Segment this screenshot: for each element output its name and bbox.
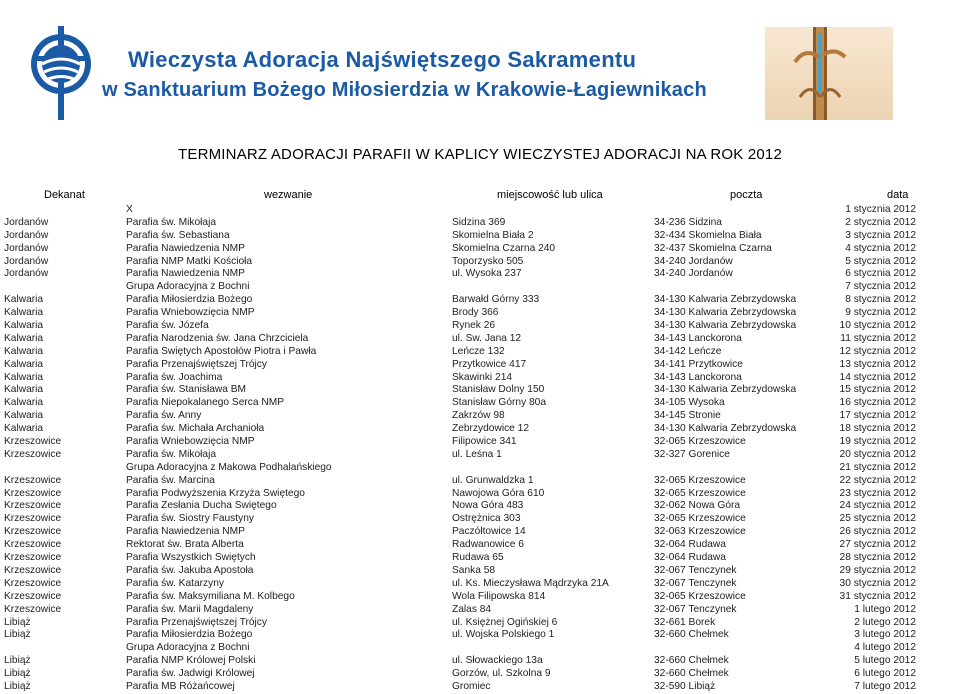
- cell-miejscowosc: Zebrzydowice 12: [452, 423, 530, 435]
- cell-wezwanie: Parafia św. Katarzyny: [126, 577, 224, 589]
- cell-data: 20 stycznia 2012: [839, 448, 916, 460]
- cell-data: 26 stycznia 2012: [839, 526, 916, 538]
- cell-miejscowosc: Skawinki 214: [452, 371, 513, 383]
- cell-dekanat: Krzeszowice: [4, 539, 62, 551]
- cell-data: 12 stycznia 2012: [839, 345, 916, 357]
- cell-wezwanie: Parafia św. Mikołaja: [126, 216, 217, 228]
- cell-data: 2 stycznia 2012: [845, 216, 916, 228]
- table-row: [0, 603, 960, 616]
- cell-wezwanie: Parafia św. Sebastiana: [126, 229, 230, 241]
- cell-poczta: 32-660 Chełmek: [654, 655, 729, 667]
- cell-wezwanie: Parafia Nawiedzenia NMP: [126, 526, 245, 538]
- cell-wezwanie: Parafia św. Siostry Faustyny: [126, 513, 254, 525]
- cell-poczta: 32-067 Tenczynek: [654, 564, 737, 576]
- cell-data: 9 stycznia 2012: [845, 307, 916, 319]
- table-row: [0, 487, 960, 500]
- cell-poczta: 34-240 Jordanów: [654, 255, 733, 267]
- cell-wezwanie: Parafia Nawiedzenia NMP: [126, 268, 245, 280]
- cell-dekanat: Krzeszowice: [4, 474, 62, 486]
- cell-wezwanie: Parafia św. Stanisława BM: [126, 384, 247, 396]
- cell-miejscowosc: Sidzina 369: [452, 216, 506, 228]
- cell-miejscowosc: Skomielna Czarna 240: [452, 242, 556, 254]
- cell-miejscowosc: Wola Filipowska 814: [452, 590, 546, 602]
- cell-dekanat: Krzeszowice: [4, 487, 62, 499]
- cell-data: 2 lutego 2012: [854, 616, 916, 628]
- table-row: [0, 216, 960, 229]
- cell-wezwanie: Parafia Nawiedzenia NMP: [126, 242, 245, 254]
- cell-data: 11 stycznia 2012: [840, 332, 916, 344]
- table-header: [0, 189, 960, 203]
- cell-miejscowosc: Filipowice 341: [452, 436, 517, 448]
- cell-poczta: 34-236 Sidzina: [654, 216, 722, 228]
- cell-dekanat: Jordanów: [4, 268, 49, 280]
- cell-wezwanie: Parafia Miłosierdzia Bożego: [126, 629, 253, 641]
- cell-wezwanie: Parafia Przenajświętszej Trójcy: [126, 616, 267, 628]
- table-row: [0, 538, 960, 551]
- cell-miejscowosc: Barwałd Górny 333: [452, 294, 540, 306]
- cell-data: 28 stycznia 2012: [839, 552, 916, 564]
- schedule-table: [0, 203, 960, 693]
- cell-miejscowosc: Zakrzów 98: [452, 410, 505, 422]
- table-row: [0, 461, 960, 474]
- cell-wezwanie: Parafia Zesłania Ducha Świętego: [126, 500, 277, 512]
- table-row: [0, 641, 960, 654]
- table-row: [0, 229, 960, 242]
- cell-poczta: 32-327 Gorenice: [654, 448, 730, 460]
- cell-dekanat: Jordanów: [4, 216, 49, 228]
- cell-wezwanie: Parafia św. Anny: [126, 410, 202, 422]
- cell-wezwanie: Parafia Miłosierdzia Bożego: [126, 294, 253, 306]
- table-row: [0, 383, 960, 396]
- table-row: [0, 448, 960, 461]
- cell-data: 14 stycznia 2012: [839, 371, 916, 383]
- table-row: [0, 203, 960, 216]
- cell-dekanat: Jordanów: [4, 242, 49, 254]
- table-row: [0, 590, 960, 603]
- cell-dekanat: Kalwaria: [4, 397, 44, 409]
- cell-dekanat: Kalwaria: [4, 345, 44, 357]
- cell-wezwanie: Parafia św. Jadwigi Królowej: [126, 668, 255, 680]
- cell-data: 27 stycznia 2012: [839, 539, 916, 551]
- cell-wezwanie: Grupa Adoracyjna z Makowa Podhalańskiego: [126, 461, 332, 473]
- adoration-logo-icon: [22, 24, 100, 122]
- cell-data: 25 stycznia 2012: [839, 513, 916, 525]
- table-row: [0, 654, 960, 667]
- cell-wezwanie: Parafia Świętych Apostołów Piotra i Pawła: [126, 345, 317, 357]
- cell-wezwanie: Parafia św. Józefa: [126, 320, 209, 332]
- cell-dekanat: Libiąż: [4, 629, 31, 641]
- cell-data: 19 stycznia 2012: [839, 436, 916, 448]
- cell-data: 24 stycznia 2012: [839, 500, 916, 512]
- cell-dekanat: Krzeszowice: [4, 513, 62, 525]
- cell-miejscowosc: Leńcze 132: [452, 345, 505, 357]
- table-row: [0, 667, 960, 680]
- cell-data: 29 stycznia 2012: [839, 564, 916, 576]
- cell-dekanat: Krzeszowice: [4, 436, 62, 448]
- cell-wezwanie: Parafia św. Maksymiliana M. Kolbego: [126, 590, 295, 602]
- cell-data: 5 lutego 2012: [854, 655, 916, 667]
- cell-data: 21 stycznia 2012: [839, 461, 916, 473]
- cell-poczta: 34-130 Kalwaria Zebrzydowska: [654, 320, 797, 332]
- cell-poczta: 32-067 Tenczynek: [654, 577, 737, 589]
- cell-wezwanie: Parafia Wniebowzięcia NMP: [126, 436, 255, 448]
- table-row: [0, 628, 960, 641]
- monstrance-photo: [765, 27, 893, 120]
- cell-dekanat: Kalwaria: [4, 384, 44, 396]
- cell-wezwanie: Parafia św. Marii Magdaleny: [126, 603, 254, 615]
- cell-dekanat: Kalwaria: [4, 358, 44, 370]
- page-title: TERMINARZ ADORACJI PARAFII W KAPLICY WIECZYSTEJ ADORACJI NA ROK 2012: [178, 146, 782, 163]
- cell-poczta: 32-660 Chełmek: [654, 629, 729, 641]
- cell-wezwanie: Parafia Niepokalanego Serca NMP: [126, 397, 284, 409]
- cell-miejscowosc: ul. Leśna 1: [452, 448, 502, 460]
- cell-data: 7 stycznia 2012: [845, 281, 916, 293]
- header-banner: [0, 0, 960, 135]
- table-row: [0, 577, 960, 590]
- cell-poczta: 32-660 Chełmek: [654, 668, 729, 680]
- cell-dekanat: Kalwaria: [4, 294, 44, 306]
- table-row: [0, 564, 960, 577]
- table-row: [0, 358, 960, 371]
- cell-dekanat: Krzeszowice: [4, 590, 62, 602]
- cell-dekanat: Kalwaria: [4, 371, 44, 383]
- cell-dekanat: Kalwaria: [4, 410, 44, 422]
- cell-poczta: 34-141 Przytkowice: [654, 358, 743, 370]
- cell-miejscowosc: Nawojowa Góra 610: [452, 487, 545, 499]
- cell-wezwanie: Parafia Wniebowzięcia NMP: [126, 307, 255, 319]
- cell-wezwanie: Parafia MB Różańcowej: [126, 680, 235, 692]
- cell-dekanat: Krzeszowice: [4, 526, 62, 538]
- cell-poczta: 32-065 Krzeszowice: [654, 487, 746, 499]
- cell-poczta: 32-067 Tenczynek: [654, 603, 737, 615]
- cell-dekanat: Krzeszowice: [4, 500, 62, 512]
- cell-data: 6 stycznia 2012: [845, 268, 916, 280]
- cell-miejscowosc: ul. Księżnej Ogińskiej 6: [452, 616, 558, 628]
- cell-miejscowosc: ul. Wojska Polskiego 1: [452, 629, 555, 641]
- cell-poczta: 34-130 Kalwaria Zebrzydowska: [654, 294, 797, 306]
- column-header-dekanat: Dekanat: [44, 189, 85, 201]
- cell-poczta: 32-590 Libiąż: [654, 680, 716, 692]
- column-header-miejscowosc: miejscowość lub ulica: [497, 189, 603, 201]
- cell-wezwanie: Grupa Adoracyjna z Bochni: [126, 642, 250, 654]
- cell-miejscowosc: ul. Ks. Mieczysława Mądrzyka 21A: [452, 577, 609, 589]
- cell-data: 3 stycznia 2012: [845, 229, 916, 241]
- cell-miejscowosc: ul. Słowackiego 13a: [452, 655, 543, 667]
- cell-poczta: 34-145 Stronie: [654, 410, 721, 422]
- cell-data: 30 stycznia 2012: [839, 577, 916, 589]
- cell-miejscowosc: Gorzów, ul. Szkolna 9: [452, 668, 551, 680]
- table-row: [0, 422, 960, 435]
- table-row: [0, 242, 960, 255]
- cell-dekanat: Libiąż: [4, 616, 31, 628]
- table-row: [0, 267, 960, 280]
- cell-data: 15 stycznia 2012: [839, 384, 916, 396]
- cell-data: 23 stycznia 2012: [839, 487, 916, 499]
- cell-poczta: 34-142 Leńcze: [654, 345, 722, 357]
- cell-dekanat: Krzeszowice: [4, 448, 62, 460]
- cell-poczta: 32-434 Skomielna Biała: [654, 229, 762, 241]
- cell-miejscowosc: ul. Św. Jana 12: [452, 332, 522, 344]
- cell-dekanat: Libiąż: [4, 680, 31, 692]
- cell-wezwanie: Parafia Podwyższenia Krzyża Świętego: [126, 487, 305, 499]
- cell-miejscowosc: Rynek 26: [452, 320, 496, 332]
- table-row: [0, 280, 960, 293]
- cell-miejscowosc: ul. Wysoka 237: [452, 268, 522, 280]
- cell-data: 1 stycznia 2012: [845, 204, 916, 215]
- cell-dekanat: Krzeszowice: [4, 564, 62, 576]
- cell-data: 18 stycznia 2012: [839, 423, 916, 435]
- banner-title: Wieczysta Adoracja Najświętszego Sakramentu: [128, 47, 637, 72]
- cell-data: 16 stycznia 2012: [839, 397, 916, 409]
- table-row: [0, 396, 960, 409]
- cell-poczta: 34-130 Kalwaria Zebrzydowska: [654, 384, 797, 396]
- cell-miejscowosc: Brody 366: [452, 307, 499, 319]
- cell-poczta: 32-062 Nowa Góra: [654, 500, 741, 512]
- cell-poczta: 32-064 Rudawa: [654, 539, 726, 551]
- cell-data: 31 stycznia 2012: [839, 590, 916, 602]
- cell-dekanat: Libiąż: [4, 655, 31, 667]
- column-header-poczta: poczta: [730, 189, 763, 201]
- cell-data: 4 lutego 2012: [854, 642, 916, 654]
- cell-data: 17 stycznia 2012: [839, 410, 916, 422]
- cell-data: 7 lutego 2012: [854, 680, 916, 692]
- table-row: [0, 332, 960, 345]
- cell-miejscowosc: ul. Grunwaldzka 1: [452, 474, 534, 486]
- table-row: [0, 371, 960, 384]
- cell-miejscowosc: Toporzysko 505: [452, 255, 524, 267]
- cell-data: 8 stycznia 2012: [845, 294, 916, 306]
- cell-wezwanie: Parafia św. Jakuba Apostoła: [126, 564, 254, 576]
- cell-poczta: 34-130 Kalwaria Zebrzydowska: [654, 307, 797, 319]
- cell-miejscowosc: Gromiec: [452, 680, 491, 692]
- table-row: [0, 435, 960, 448]
- cell-poczta: 34-240 Jordanów: [654, 268, 733, 280]
- table-row: [0, 306, 960, 319]
- cell-dekanat: Kalwaria: [4, 320, 44, 332]
- cell-wezwanie: X: [126, 204, 133, 215]
- cell-miejscowosc: Skomielna Biała 2: [452, 229, 534, 241]
- table-row: [0, 409, 960, 422]
- cell-data: 1 lutego 2012: [854, 603, 916, 615]
- cell-poczta: 32-065 Krzeszowice: [654, 436, 746, 448]
- cell-data: 4 stycznia 2012: [845, 242, 916, 254]
- cell-data: 22 stycznia 2012: [839, 474, 916, 486]
- cell-poczta: 32-065 Krzeszowice: [654, 474, 746, 486]
- cell-poczta: 34-130 Kalwaria Zebrzydowska: [654, 423, 797, 435]
- table-row: [0, 680, 960, 693]
- cell-poczta: 32-063 Krzeszowice: [654, 526, 746, 538]
- cell-poczta: 32-064 Rudawa: [654, 552, 726, 564]
- table-row: [0, 499, 960, 512]
- cell-miejscowosc: Przytkowice 417: [452, 358, 527, 370]
- cell-data: 3 lutego 2012: [854, 629, 916, 641]
- cell-dekanat: Jordanów: [4, 255, 49, 267]
- cell-wezwanie: Parafia Przenajświętszej Trójcy: [126, 358, 267, 370]
- cell-poczta: 34-143 Lanckorona: [654, 332, 742, 344]
- table-row: [0, 616, 960, 629]
- table-row: [0, 512, 960, 525]
- cell-wezwanie: Parafia św. Joachima: [126, 371, 223, 383]
- cell-dekanat: Kalwaria: [4, 332, 44, 344]
- cell-miejscowosc: Paczółtowice 14: [452, 526, 526, 538]
- cell-wezwanie: Parafia Narodzenia św. Jana Chrzciciela: [126, 332, 309, 344]
- table-row: [0, 293, 960, 306]
- cell-wezwanie: Parafia Wszystkich Świętych: [126, 552, 256, 564]
- cell-dekanat: Kalwaria: [4, 423, 44, 435]
- cell-poczta: 32-437 Skomielna Czarna: [654, 242, 772, 254]
- cell-wezwanie: Parafia św. Marcina: [126, 474, 215, 486]
- cell-poczta: 34-143 Lanckorona: [654, 371, 742, 383]
- table-row: [0, 474, 960, 487]
- cell-wezwanie: Parafia św. Michała Archanioła: [126, 423, 265, 435]
- cell-miejscowosc: Stanisław Górny 80a: [452, 397, 547, 409]
- table-row: [0, 255, 960, 268]
- table-row: [0, 319, 960, 332]
- banner-subtitle: w Sanktuarium Bożego Miłosierdzia w Krakowie-Łagiewnikach: [102, 79, 707, 101]
- cell-dekanat: Krzeszowice: [4, 603, 62, 615]
- cell-wezwanie: Rektorat św. Brata Alberta: [126, 539, 244, 551]
- cell-poczta: 32-661 Borek: [654, 616, 716, 628]
- cell-miejscowosc: Sanka 58: [452, 564, 496, 576]
- cell-data: 10 stycznia 2012: [839, 320, 916, 332]
- cell-miejscowosc: Radwanowice 6: [452, 539, 524, 551]
- cell-poczta: 32-065 Krzeszowice: [654, 590, 746, 602]
- cell-miejscowosc: Stanisław Dolny 150: [452, 384, 545, 396]
- table-row: [0, 345, 960, 358]
- cell-dekanat: Jordanów: [4, 229, 49, 241]
- table-row: [0, 551, 960, 564]
- cell-miejscowosc: Nowa Góra 483: [452, 500, 524, 512]
- cell-dekanat: Krzeszowice: [4, 552, 62, 564]
- table-row: [0, 525, 960, 538]
- cell-miejscowosc: Zalas 84: [452, 603, 492, 615]
- column-header-wezwanie: wezwanie: [264, 189, 313, 201]
- cell-dekanat: Kalwaria: [4, 307, 44, 319]
- column-header-data: data: [887, 189, 909, 201]
- cell-data: 6 lutego 2012: [854, 668, 916, 680]
- cell-data: 5 stycznia 2012: [845, 255, 916, 267]
- cell-data: 13 stycznia 2012: [839, 358, 916, 370]
- cell-wezwanie: Parafia NMP Królowej Polski: [126, 655, 256, 667]
- cell-poczta: 32-065 Krzeszowice: [654, 513, 746, 525]
- cell-wezwanie: Parafia św. Mikołaja: [126, 448, 217, 460]
- cell-wezwanie: Grupa Adoracyjna z Bochni: [126, 281, 250, 293]
- cell-miejscowosc: Rudawa 65: [452, 552, 504, 564]
- cell-poczta: 34-105 Wysoka: [654, 397, 725, 409]
- cell-miejscowosc: Ostrężnica 303: [452, 513, 521, 525]
- cell-dekanat: Krzeszowice: [4, 577, 62, 589]
- cell-dekanat: Libiąż: [4, 668, 31, 680]
- cell-wezwanie: Parafia NMP Matki Kościoła: [126, 255, 253, 267]
